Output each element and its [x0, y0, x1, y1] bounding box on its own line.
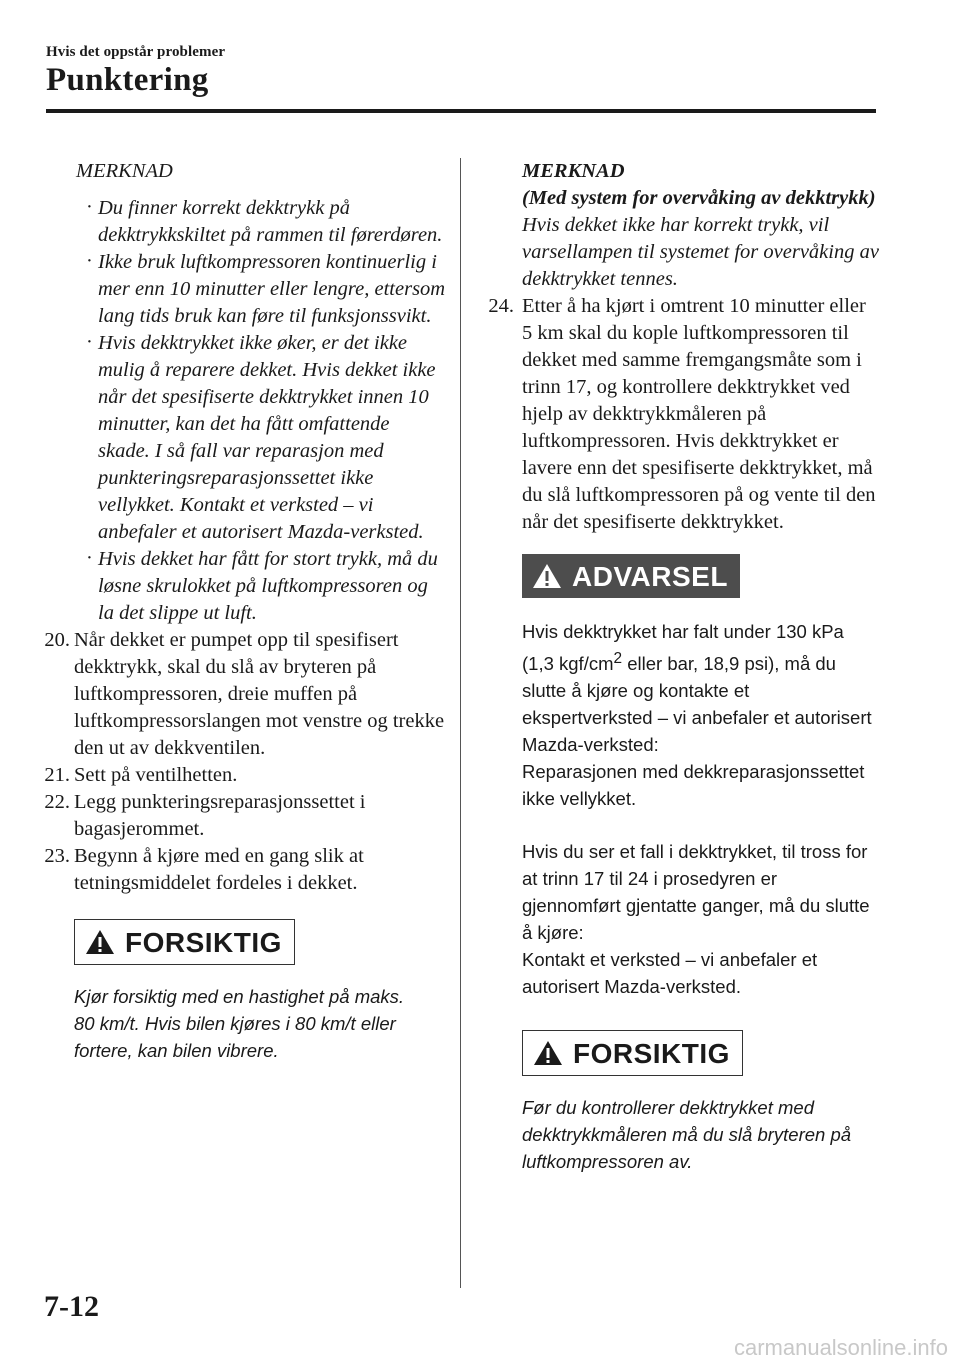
caution-label: FORSIKTIG [125, 926, 282, 958]
watermark: carmanualsonline.info [733, 1335, 948, 1360]
note-item: · Hvis dekket har fått for stort trykk, må du løsne skrulokket på luftkompressoren og la det slippe ut luft. [86, 547, 438, 624]
caution-text: Før du kontrollerer dekktrykket med dekktrykkmåleren må du slå bryteren på luftkompressoren av. [522, 1097, 852, 1173]
caution-label: FORSIKTIG [573, 1037, 730, 1069]
warning-badge [522, 554, 740, 598]
warning-triangle-icon [532, 563, 562, 589]
caution-box-right [522, 1030, 880, 1076]
right-column [480, 158, 880, 1175]
page-title: Punktering [46, 62, 209, 98]
note-item: · Du finner korrekt dekktrykk på dekktrykkskiltet på rammen til førerdøren. [86, 196, 443, 246]
note-title: MERKNAD [76, 160, 173, 182]
left-column [46, 158, 446, 1064]
caution-badge [522, 1030, 743, 1076]
note-item: · Hvis dekktrykket ikke øker, er det ikke mulig å reparere dekket. Hvis dekket ikke når det spesifiserte dekktrykket innen 10 minutter, kan det ha fått omfattende skade. I så fall var reparasjon med punkteringsreparasjonssettet ikke vellykket. Kontakt et verksted – vi anbefaler et autorisert Mazda-verksted. [86, 331, 436, 543]
step-21: 21. Sett på ventilhetten. [44, 764, 238, 786]
header-rule [46, 109, 876, 113]
caution-badge [74, 919, 295, 965]
caution-box-left [74, 919, 446, 965]
step-24: 24. Etter å ha kjørt i omtrent 10 minutter eller 5 km skal du kople luftkompressoren til dekket med samme fremgangsmåte som i trinn 17, og kontrollere dekktrykket ved hjelp av dekktrykkmåleren på luftkompressoren. Hvis dekktrykket er lavere enn det spesifiserte dekktrykket, må du slå luftkompressoren på og vente til den når det spesifiserte dekktrykket. [488, 295, 876, 533]
warning-paragraph-1: Hvis dekktrykket har falt under 130 kPa (1,3 kgf/$cm^2$ eller bar, 18,9 psi), må du slutte å kjøre og kontakte et ekspertverksted – vi anbefaler et autorisert Mazda-verksted: Reparasjonen med dekkreparasjonssettet ikke vellykket. [522, 621, 872, 810]
note-text: Hvis dekket ikke har korrekt trykk, vil varsellampen til systemet for overvåking av dekktrykket tennes. [522, 214, 879, 290]
section-kicker: Hvis det oppstår problemer [46, 44, 226, 60]
step-23: 23. Begynn å kjøre med en gang slik at tetningsmiddelet fordeles i dekket. [44, 845, 364, 894]
warning-box [522, 554, 880, 598]
warning-label: ADVARSEL [572, 560, 728, 592]
warning-paragraph-2: Hvis du ser et fall i dekktrykket, til tross for at trinn 17 til 24 i prosedyren er gjennomført gjentatte ganger, må du slutte å kjøre: Kontakt et verksted – vi anbefaler et autorisert Mazda-verksted. [522, 841, 870, 998]
note-item: · Ikke bruk luftkompressoren kontinuerlig i mer enn 10 minutter eller lengre, ettersom lang tids bruk kan føre til funksjonssvikt. [86, 250, 446, 327]
step-22: 22. Legg punkteringsreparasjonssettet i bagasjerommet. [44, 791, 366, 840]
note-subtitle: (Med system for overvåking av dekktrykk) [522, 187, 876, 209]
step-20: 20. Når dekket er pumpet opp til spesifisert dekktrykk, skal du slå av bryteren på luftkompressoren, dreie muffen på luftkompressorslangen mot venstre og trekke den ut av dekkventilen. [44, 629, 445, 759]
note-title: MERKNAD [522, 160, 625, 182]
column-divider [460, 158, 461, 1288]
note-block [522, 158, 880, 293]
note-list [46, 195, 446, 627]
caution-text: Kjør forsiktig med en hastighet på maks. 80 km/t. Hvis bilen kjøres i 80 km/t eller fortere, kan bilen vibrere. [74, 986, 405, 1061]
page-number: 7-12 [44, 1290, 99, 1323]
warning-triangle-icon [533, 1040, 563, 1066]
warning-triangle-icon [85, 929, 115, 955]
